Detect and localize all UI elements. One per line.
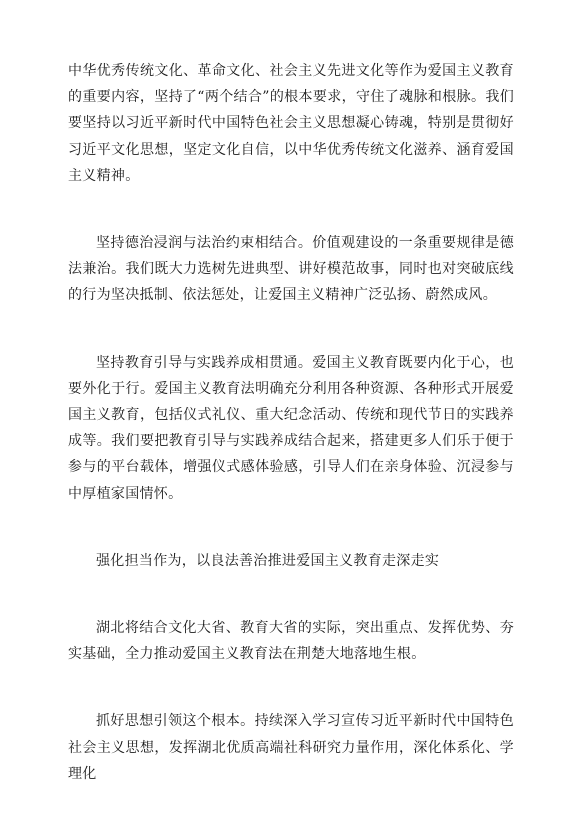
document-body [68, 58, 514, 818]
paragraph-3: 坚持教育引导与实践养成相贯通。爱国主义教育既要内化于心，也要外化于行。爱国主义教育法明确充分利用各种资源、各种形式开展爱国主义教育，包括仪式礼仪、重大纪念活动、传统和现代节日的实践养成等。我们要把教育引导与实践养成结合起来，搭建更多人们乐于便于参与的平台载体，增强仪式感体验感，引导人们在亲身体验、沉浸参与中厚植家国情怀。 [68, 354, 514, 502]
paragraph-5: 抓好思想引领这个根本。持续深入学习宣传习近平新时代中国特色社会主义思想，发挥湖北优质高端社科研究力量作用，深化体系化、学理化 [68, 713, 514, 782]
paragraph-1: 中华优秀传统文化、革命文化、社会主义先进文化等作为爱国主义教育的重要内容，坚持了“两个结合”的根本要求，守住了魂脉和根脉。我们要坚持以习近平新时代中国特色社会主义思想凝心铸魂，特别是贯彻好习近平文化思想，坚定文化自信，以中华优秀传统文化滋养、涵育爱国主义精神。 [68, 63, 514, 184]
section-heading: 强化担当作为，以良法善治推进爱国主义教育走深走实 [96, 552, 440, 569]
paragraph-4: 湖北将结合文化大省、教育大省的实际，突出重点、发挥优势、夯实基础，全力推动爱国主义教育法在荆楚大地落地生根。 [68, 620, 514, 663]
paragraph-2: 坚持德治浸润与法治约束相结合。价值观建设的一条重要规律是德法兼治。我们既大力选树先进典型、讲好模范故事，同时也对突破底线的行为坚决抵制、依法惩处，让爱国主义精神广泛弘扬、蔚然成风。 [68, 235, 514, 304]
